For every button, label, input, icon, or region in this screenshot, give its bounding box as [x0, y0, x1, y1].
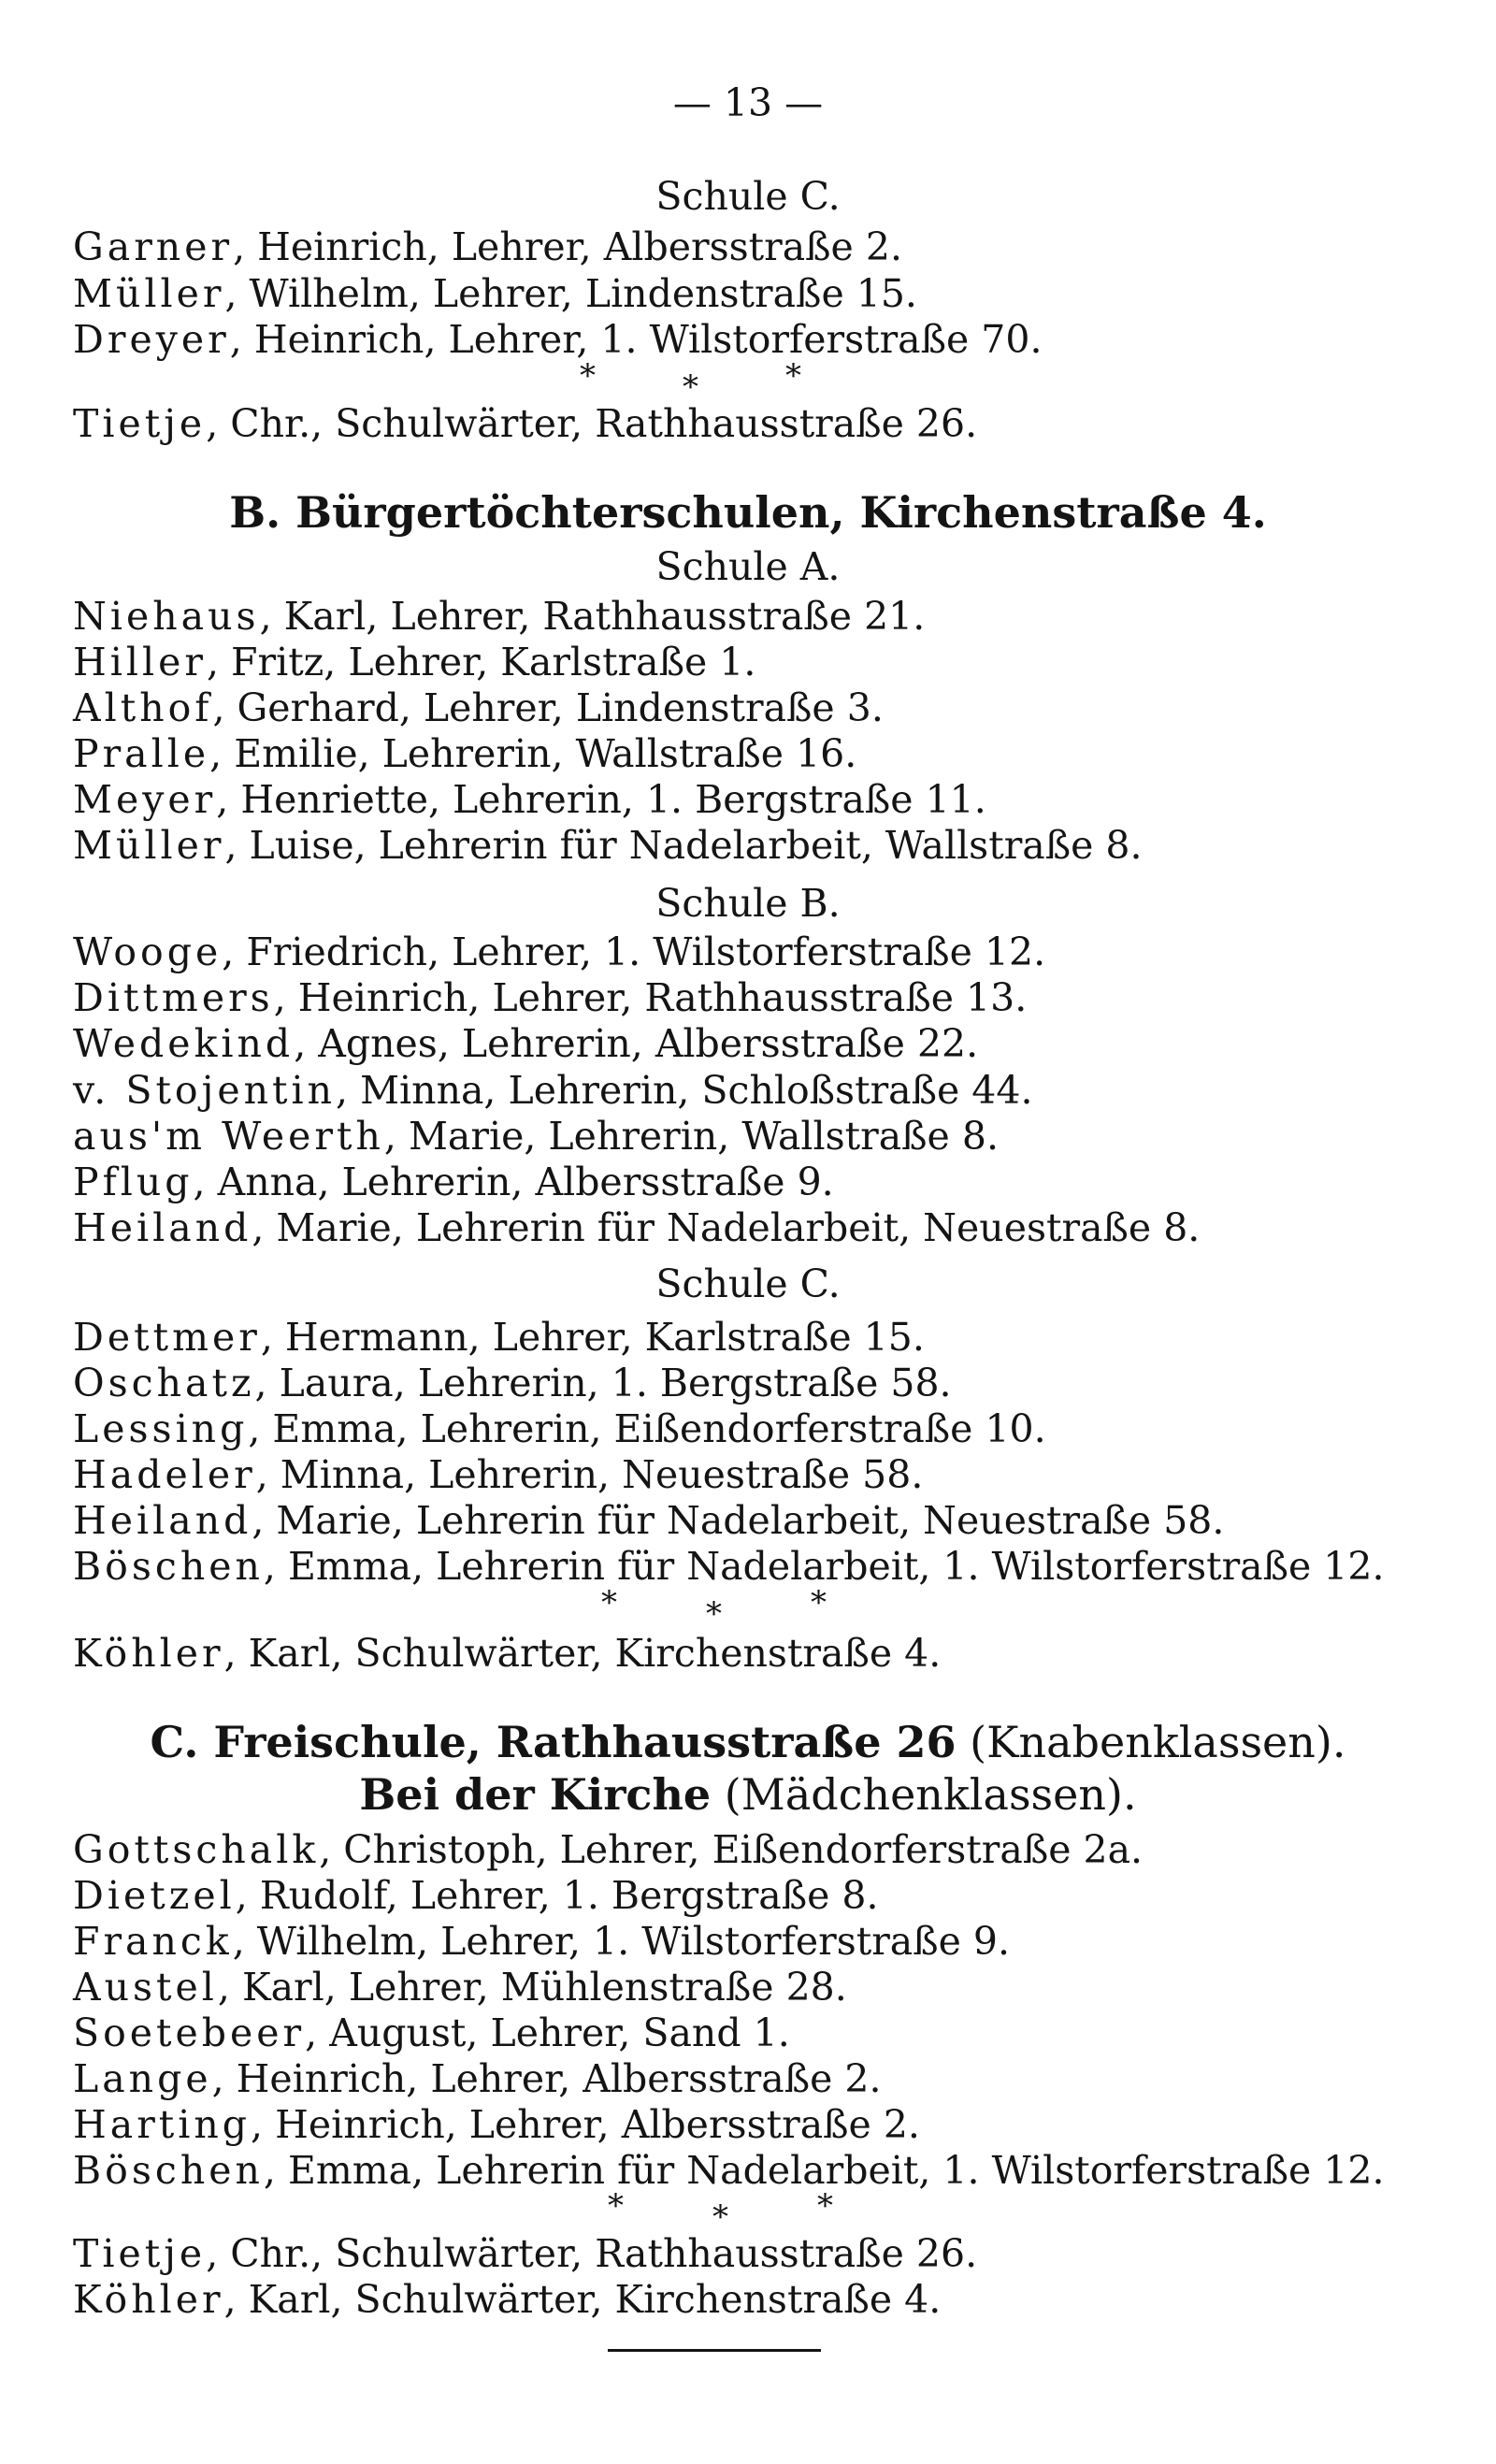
- entry-name: Dittmers: [73, 975, 274, 1020]
- section-heading-c-note: (Knabenklassen).: [956, 1717, 1346, 1767]
- list-item: [73, 731, 856, 776]
- list-item: [73, 317, 1043, 362]
- list-item: [73, 1160, 834, 1204]
- list-item: [73, 1068, 1033, 1113]
- list-item: [73, 1544, 1385, 1589]
- entry-name: Heiland: [73, 1498, 252, 1543]
- entry-name: Garner: [73, 224, 234, 269]
- list-item: [73, 975, 1027, 1020]
- entry-details: , Emma, Lehrerin für Nadelarbeit, 1. Wilstorferstraße 12.: [263, 2148, 1385, 2193]
- entry-name: Hadeler: [73, 1452, 256, 1497]
- list-item: [73, 1452, 923, 1497]
- asterisk-separator: * * *: [608, 2187, 833, 2236]
- list-item: [73, 594, 925, 639]
- section-subheading-c: [0, 1769, 1496, 1820]
- entry-name: Harting: [73, 2102, 252, 2147]
- entry-details: , Anna, Lehrerin, Albersstraße 9.: [193, 1160, 834, 1204]
- list-item: [73, 1827, 1143, 1872]
- entry-name: v. Stojentin: [73, 1068, 336, 1113]
- entry-details: , Heinrich, Lehrer, 1. Wilstorferstraße 70.: [229, 317, 1043, 362]
- entry-details: , Luise, Lehrerin für Nadelarbeit, Wallstraße 8.: [224, 823, 1143, 868]
- entry-details: , Fritz, Lehrer, Karlstraße 1.: [206, 640, 756, 684]
- entry-details: , Henriette, Lehrerin, 1. Bergstraße 11.: [216, 777, 986, 822]
- entry-details: , Agnes, Lehrerin, Albersstraße 22.: [294, 1021, 979, 1066]
- entry-name: Niehaus: [73, 594, 260, 639]
- entry-details: , Karl, Schulwärter, Kirchenstraße 4.: [223, 2277, 942, 2322]
- entry-name: Austel: [73, 1965, 218, 2010]
- entry-details: , Hermann, Lehrer, Karlstraße 15.: [260, 1315, 925, 1360]
- entry-details: , Marie, Lehrerin, Wallstraße 8.: [383, 1114, 999, 1159]
- list-item: [73, 1315, 925, 1360]
- list-item: [73, 2277, 941, 2322]
- entry-name: Lessing: [73, 1406, 249, 1451]
- entry-name: Dietzel: [73, 1873, 236, 1918]
- entry-name: Tietje: [73, 401, 207, 446]
- entry-details: , Heinrich, Lehrer, Albersstraße 2.: [211, 2056, 882, 2101]
- entry-name: Dreyer: [73, 317, 230, 362]
- entry-details: , Christoph, Lehrer, Eißendorferstraße 2a.: [319, 1827, 1144, 1872]
- entry-name: Tietje: [73, 2231, 207, 2276]
- section-heading-c: [0, 1717, 1496, 1767]
- asterisk-separator: * * *: [580, 357, 801, 406]
- entry-details: , Karl, Lehrer, Mühlenstraße 28.: [217, 1965, 847, 2010]
- section-subheading-c-note: (Mädchenklassen).: [711, 1769, 1137, 1820]
- entry-name: Meyer: [73, 777, 217, 822]
- list-item: [73, 685, 884, 730]
- entry-details: , Heinrich, Lehrer, Albersstraße 2.: [251, 2102, 920, 2147]
- list-item: [73, 1205, 1200, 1250]
- entry-details: , Marie, Lehrerin für Nadelarbeit, Neuestraße 58.: [252, 1498, 1225, 1543]
- entry-details: , Heinrich, Lehrer, Albersstraße 2.: [233, 224, 902, 269]
- section-title-schule-b: Schule B.: [655, 881, 841, 926]
- entry-details: , Friedrich, Lehrer, 1. Wilstorferstraße 12.: [222, 929, 1046, 974]
- list-item: [73, 224, 902, 269]
- list-item: [73, 2102, 920, 2147]
- entry-details: , Rudolf, Lehrer, 1. Bergstraße 8.: [235, 1873, 879, 1918]
- section-subheading-c-title: Bei der Kirche: [359, 1769, 712, 1820]
- entry-details: , Minna, Lehrerin, Neuestraße 58.: [255, 1452, 924, 1497]
- list-item: [73, 1406, 1046, 1451]
- entry-details: , August, Lehrer, Sand 1.: [305, 2010, 790, 2055]
- list-item: [73, 640, 755, 684]
- entry-details: , Heinrich, Lehrer, Rathhausstraße 13.: [273, 975, 1028, 1020]
- entry-name: Franck: [73, 1919, 233, 1964]
- entry-name: Müller: [73, 271, 225, 316]
- entry-name: Böschen: [73, 1544, 264, 1589]
- section-heading-b: B. Bürgertöchterschulen, Kirchenstraße 4.: [229, 487, 1267, 538]
- asterisk-separator: * * *: [601, 1584, 827, 1633]
- list-item: [73, 2056, 882, 2101]
- list-item: [73, 1021, 978, 1066]
- entry-details: , Emma, Lehrerin, Eißendorferstraße 10.: [248, 1406, 1046, 1451]
- list-item: [73, 271, 917, 316]
- section-heading-c-title: C. Freischule, Rathhausstraße 26: [150, 1717, 957, 1767]
- entry-details: , Emma, Lehrerin für Nadelarbeit, 1. Wilstorferstraße 12.: [263, 1544, 1385, 1589]
- page-number: — 13 —: [672, 80, 824, 125]
- list-item: [73, 823, 1143, 868]
- entry-details: , Wilhelm, Lehrer, 1. Wilstorferstraße 9.: [232, 1919, 1011, 1964]
- entry-details: , Laura, Lehrerin, 1. Bergstraße 58.: [254, 1361, 952, 1405]
- section-title-schule-c: Schule C.: [655, 1261, 841, 1306]
- entry-name: Hiller: [73, 640, 207, 684]
- section-title-schule-c: Schule C.: [655, 174, 841, 219]
- entry-details: , Marie, Lehrerin für Nadelarbeit, Neuestraße 8.: [252, 1205, 1201, 1250]
- list-item: [73, 777, 986, 822]
- entry-details: , Gerhard, Lehrer, Lindenstraße 3.: [212, 685, 884, 730]
- entry-details: , Minna, Lehrerin, Schloßstraße 44.: [336, 1068, 1033, 1113]
- list-item: [73, 1114, 999, 1159]
- list-item: [73, 1631, 941, 1676]
- entry-name: Althof: [73, 685, 213, 730]
- entry-details: , Chr., Schulwärter, Rathhausstraße 26.: [206, 401, 978, 446]
- list-item: [73, 929, 1045, 974]
- entry-name: Gottschalk: [73, 1827, 320, 1872]
- entry-name: Heiland: [73, 1205, 252, 1250]
- entry-details: , Emilie, Lehrerin, Wallstraße 16.: [209, 731, 857, 776]
- entry-name: aus'm Weerth: [73, 1114, 384, 1159]
- list-item: [73, 2010, 790, 2055]
- entry-name: Köhler: [73, 1631, 224, 1676]
- entry-details: , Chr., Schulwärter, Rathhausstraße 26.: [206, 2231, 978, 2276]
- list-item: [73, 2148, 1385, 2193]
- entry-details: , Wilhelm, Lehrer, Lindenstraße 15.: [224, 271, 917, 316]
- entry-name: Wedekind: [73, 1021, 295, 1066]
- entry-details: , Karl, Schulwärter, Kirchenstraße 4.: [223, 1631, 942, 1676]
- list-item: [73, 1965, 847, 2010]
- list-item: [73, 2231, 977, 2276]
- entry-name: Pralle: [73, 731, 210, 776]
- entry-details: , Karl, Lehrer, Rathhausstraße 21.: [259, 594, 926, 639]
- entry-name: Soetebeer: [73, 2010, 306, 2055]
- list-item: [73, 1873, 879, 1918]
- list-item: [73, 1361, 952, 1405]
- entry-name: Lange: [73, 2056, 212, 2101]
- list-item: [73, 1498, 1224, 1543]
- entry-name: Oschatz: [73, 1361, 255, 1405]
- end-rule-divider: [608, 2349, 821, 2352]
- entry-name: Pflug: [73, 1160, 194, 1204]
- entry-name: Köhler: [73, 2277, 224, 2322]
- entry-name: Böschen: [73, 2148, 264, 2193]
- entry-name: Dettmer: [73, 1315, 261, 1360]
- section-title-schule-a: Schule A.: [655, 544, 841, 589]
- entry-name: Wooge: [73, 929, 223, 974]
- entry-name: Müller: [73, 823, 225, 868]
- list-item: [73, 1919, 1010, 1964]
- list-item: [73, 401, 977, 446]
